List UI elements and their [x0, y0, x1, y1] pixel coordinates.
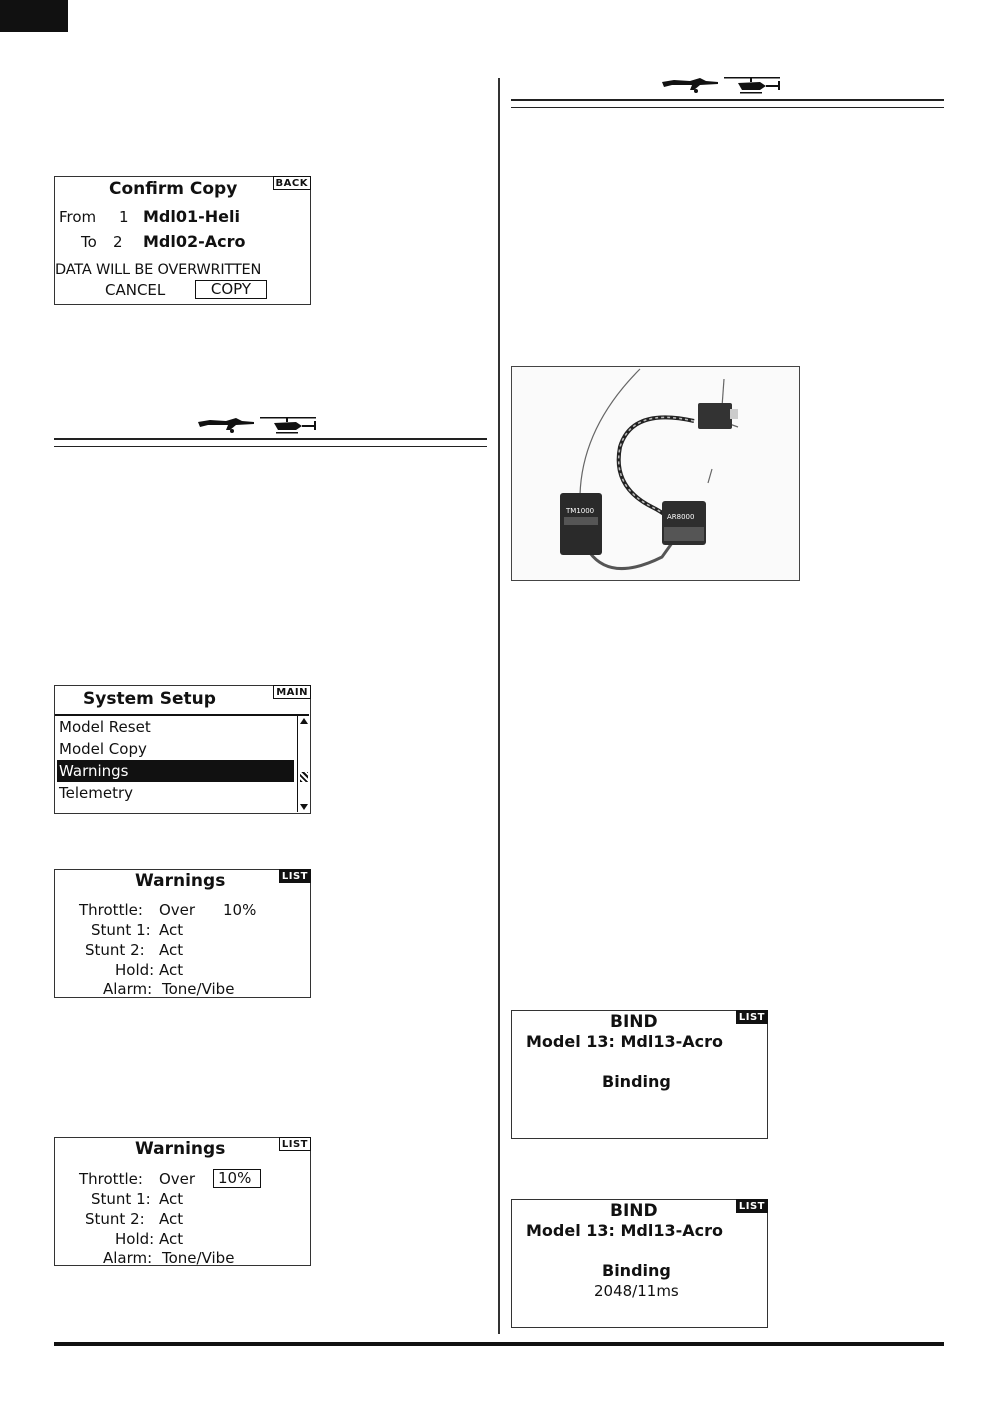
main-tag[interactable]: MAIN	[273, 685, 311, 699]
bind-screen-1	[511, 1010, 768, 1139]
telemetry-receiver-illustration	[512, 367, 800, 581]
bind-model-name: Model 13: Mdl13-Acro	[526, 1221, 724, 1240]
ar-receiver-label: AR8000	[667, 513, 695, 521]
screen-title: BIND	[610, 1012, 658, 1032]
model-type-icons-left	[196, 412, 320, 436]
scroll-thumb[interactable]	[300, 772, 308, 782]
screen-title: Warnings	[135, 871, 226, 891]
menu-item-telemetry[interactable]: Telemetry	[59, 784, 134, 802]
section-rule-left	[54, 438, 487, 447]
bind-status: Binding	[602, 1072, 671, 1091]
menu-item-model-copy[interactable]: Model Copy	[59, 740, 147, 758]
throttle-label: Throttle:	[79, 1170, 143, 1188]
tm-module-label: TM1000	[566, 507, 595, 515]
from-number: 1	[119, 208, 129, 226]
to-number: 2	[113, 233, 123, 251]
to-model: Mdl02-Acro	[143, 232, 246, 251]
bind-model-name: Model 13: Mdl13-Acro	[526, 1032, 724, 1051]
from-label: From	[59, 208, 97, 226]
scroll-down-icon[interactable]	[300, 804, 308, 810]
receiver-photo	[511, 366, 800, 581]
column-divider	[498, 78, 500, 1334]
from-model: Mdl01-Heli	[143, 207, 240, 226]
hold-label: Hold:	[115, 961, 155, 979]
alarm-value[interactable]: Tone/Vibe	[162, 1249, 235, 1267]
stunt1-value[interactable]: Act	[159, 1190, 184, 1208]
alarm-label: Alarm:	[103, 1249, 153, 1267]
copy-button[interactable]: COPY	[195, 280, 267, 299]
system-setup-screen	[54, 685, 311, 814]
page-tab-marker	[0, 0, 68, 32]
throttle-percent[interactable]: 10%	[223, 901, 257, 919]
list-tag[interactable]: LIST	[279, 1137, 311, 1151]
screen-title: Warnings	[135, 1139, 226, 1159]
screen-title: Confirm Copy	[109, 179, 238, 199]
list-tag[interactable]: LIST	[279, 869, 311, 883]
menu-item-warnings[interactable]: Warnings	[57, 760, 294, 782]
screen-title: System Setup	[83, 689, 216, 709]
scroll-up-icon[interactable]	[300, 718, 308, 724]
throttle-percent-selected[interactable]: 10%	[213, 1169, 261, 1188]
stunt1-label: Stunt 1:	[91, 921, 151, 939]
menu-item-model-reset[interactable]: Model Reset	[59, 718, 151, 736]
confirm-copy-screen	[54, 176, 311, 305]
back-tag[interactable]: BACK	[273, 176, 311, 190]
throttle-value[interactable]: Over	[159, 901, 196, 919]
alarm-value[interactable]: Tone/Vibe	[162, 980, 235, 998]
model-type-icons-right	[660, 72, 784, 96]
throttle-value[interactable]: Over	[159, 1170, 196, 1188]
stunt1-label: Stunt 1:	[91, 1190, 151, 1208]
hold-value[interactable]: Act	[159, 961, 184, 979]
stunt2-value[interactable]: Act	[159, 1210, 184, 1228]
page-bottom-rule	[54, 1342, 944, 1346]
stunt2-label: Stunt 2:	[85, 941, 145, 959]
stunt2-label: Stunt 2:	[85, 1210, 145, 1228]
screen-title: BIND	[610, 1201, 658, 1221]
bind-screen-2	[511, 1199, 768, 1328]
helicopter-icon	[256, 412, 320, 436]
overwrite-warning: DATA WILL BE OVERWRITTEN	[55, 262, 262, 278]
section-rule-right	[511, 99, 944, 108]
menu-scrollbar[interactable]	[297, 716, 310, 812]
helicopter-icon	[720, 72, 784, 96]
bind-status: Binding	[602, 1261, 671, 1280]
stunt2-value[interactable]: Act	[159, 941, 184, 959]
to-label: To	[81, 233, 97, 251]
warnings-screen-2	[54, 1137, 311, 1266]
warnings-screen-1	[54, 869, 311, 998]
setup-menu-list	[57, 716, 294, 804]
cancel-button[interactable]: CANCEL	[105, 281, 166, 299]
bind-frame-rate: 2048/11ms	[594, 1282, 679, 1300]
hold-value[interactable]: Act	[159, 1230, 184, 1248]
hold-label: Hold:	[115, 1230, 155, 1248]
stunt1-value[interactable]: Act	[159, 921, 184, 939]
list-tag[interactable]: LIST	[736, 1199, 768, 1213]
throttle-label: Throttle:	[79, 901, 143, 919]
list-tag[interactable]: LIST	[736, 1010, 768, 1024]
alarm-label: Alarm:	[103, 980, 153, 998]
